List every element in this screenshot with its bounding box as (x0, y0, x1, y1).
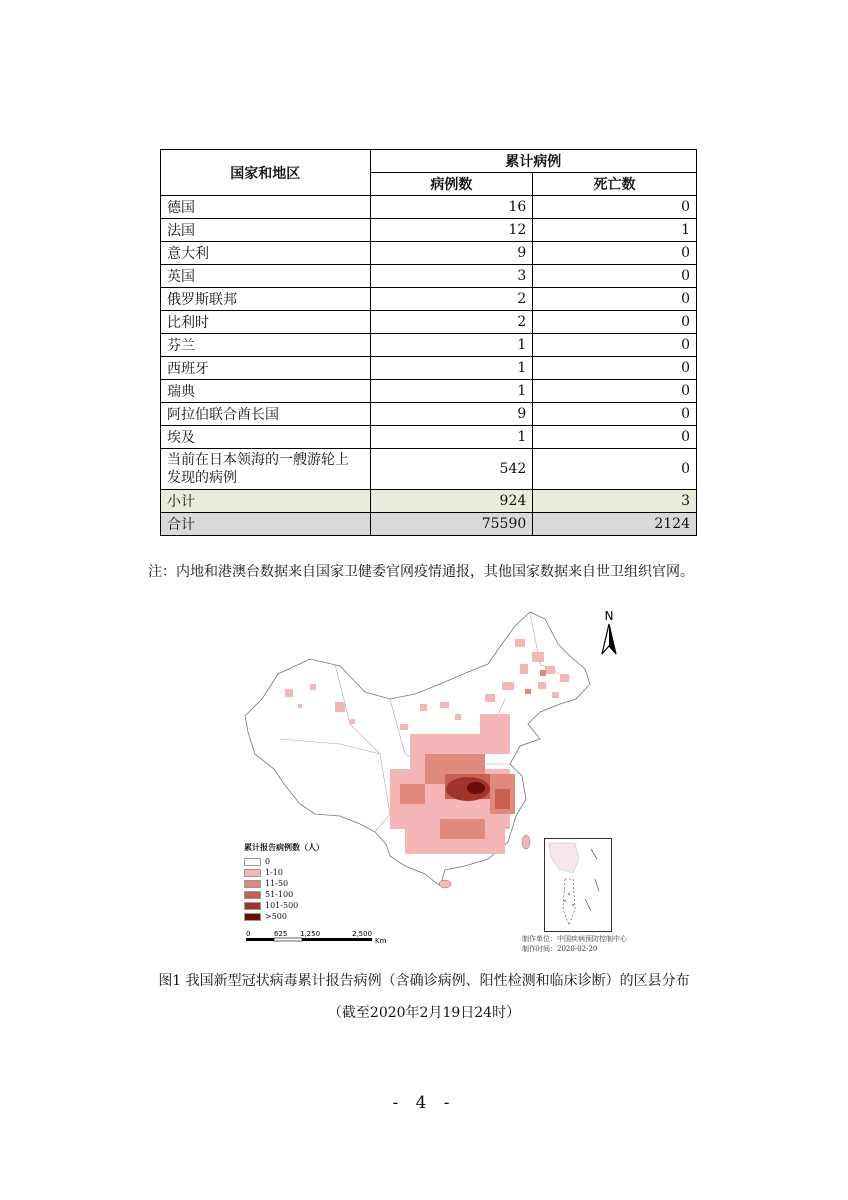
figure-caption-date: （截至2020年2月19日24时） (327, 1005, 521, 1021)
row-name: 俄罗斯联邦 (161, 288, 371, 311)
source-note: 注：内地和港澳台数据来自国家卫健委官网疫情通报，其他国家数据来自世卫组织官网。 (148, 564, 694, 580)
row-name: 埃及 (161, 426, 371, 449)
legend-swatch (244, 891, 261, 899)
row-deaths: 0 (533, 196, 697, 219)
total-deaths: 2124 (533, 513, 697, 536)
table-row (161, 196, 697, 219)
table-row (161, 219, 697, 242)
row-name-line1: 当前在日本领海的一艘游轮上 (167, 452, 349, 468)
row-name: 意大利 (161, 242, 371, 265)
row-deaths: 0 (533, 357, 697, 380)
north-label: N (604, 609, 614, 623)
scale-tick-0: 0 (246, 930, 251, 938)
row-deaths: 1 (533, 219, 697, 242)
row-name: 比利时 (161, 311, 371, 334)
row-deaths: 0 (533, 426, 697, 449)
legend-label: 1-10 (265, 868, 283, 877)
row-cases: 2 (370, 311, 533, 334)
row-cases: 1 (370, 357, 533, 380)
header-cases: 病例数 (370, 173, 533, 196)
subtotal-label: 小计 (161, 490, 371, 513)
row-name: 芬兰 (161, 334, 371, 357)
table-row (161, 288, 697, 311)
legend-swatch (244, 913, 261, 921)
table-row (161, 334, 697, 357)
hainan-island (439, 880, 451, 888)
scale-tick-625: 625 (274, 930, 288, 938)
legend-item (244, 878, 324, 889)
row-deaths: 0 (533, 288, 697, 311)
row-deaths: 0 (533, 403, 697, 426)
inset-map (544, 838, 612, 932)
map-legend (244, 842, 324, 922)
row-name: 阿拉伯联合酋长国 (161, 403, 371, 426)
cases-wuhan (467, 782, 485, 794)
credit-organization: 制作单位：中国疾病预防控制中心 (522, 935, 627, 943)
table-row (161, 426, 697, 449)
row-deaths: 0 (533, 380, 697, 403)
table-row (161, 265, 697, 288)
legend-item (244, 856, 324, 867)
row-cases: 1 (370, 426, 533, 449)
row-deaths: 0 (533, 265, 697, 288)
legend-swatch (244, 880, 261, 888)
row-name-line2: 发现的病例 (167, 470, 237, 486)
row-cases: 1 (370, 334, 533, 357)
row-cases: 1 (370, 380, 533, 403)
legend-label: 51-100 (265, 890, 294, 899)
row-name: 英国 (161, 265, 371, 288)
header-deaths: 死亡数 (533, 173, 697, 196)
row-cases: 3 (370, 265, 533, 288)
scale-tick-1250: 1,250 (300, 930, 321, 938)
legend-swatch (244, 858, 261, 866)
row-name: 法国 (161, 219, 371, 242)
credit-date: 制作时间：2020-02-20 (522, 945, 598, 953)
row-name: 瑞典 (161, 380, 371, 403)
table-row (161, 403, 697, 426)
case-table (160, 149, 697, 536)
legend-item (244, 867, 324, 878)
total-row (161, 513, 697, 536)
table-row (161, 242, 697, 265)
subtotal-cases: 924 (370, 490, 533, 513)
total-cases: 75590 (370, 513, 533, 536)
row-deaths: 0 (533, 242, 697, 265)
map-credit (522, 934, 627, 954)
legend-label: 101-500 (265, 901, 299, 910)
table-row (161, 311, 697, 334)
legend-item (244, 911, 324, 922)
table-row (161, 357, 697, 380)
legend-item (244, 889, 324, 900)
subtotal-row (161, 490, 697, 513)
legend-swatch (244, 902, 261, 910)
row-deaths: 0 (533, 311, 697, 334)
north-arrow-icon (596, 608, 622, 658)
scale-unit: Km (375, 937, 387, 945)
row-deaths: 0 (533, 334, 697, 357)
row-cases: 542 (370, 449, 533, 490)
legend-label: >500 (265, 912, 287, 921)
legend-label: 0 (265, 857, 271, 866)
row-cases: 9 (370, 242, 533, 265)
row-name (161, 449, 371, 490)
legend-item (244, 900, 324, 911)
subtotal-deaths: 3 (533, 490, 697, 513)
legend-swatch (244, 869, 261, 877)
row-cases: 2 (370, 288, 533, 311)
scale-bar (244, 929, 394, 949)
row-deaths: 0 (533, 449, 697, 490)
legend-label: 11-50 (265, 879, 289, 888)
header-region: 国家和地区 (161, 150, 371, 196)
row-cases: 16 (370, 196, 533, 219)
table-row (161, 449, 697, 490)
page-number: - 4 - (392, 1093, 456, 1113)
table-row (161, 380, 697, 403)
taiwan-island (522, 835, 530, 849)
row-name: 西班牙 (161, 357, 371, 380)
legend-title: 累计报告病例数（人） (244, 842, 324, 852)
row-name: 德国 (161, 196, 371, 219)
header-cumulative: 累计病例 (370, 150, 696, 173)
row-cases: 9 (370, 403, 533, 426)
total-label: 合计 (161, 513, 371, 536)
figure-caption: 图1 我国新型冠状病毒累计报告病例（含确诊病例、阳性检测和临床诊断）的区县分布 (158, 973, 690, 989)
row-cases: 12 (370, 219, 533, 242)
scale-tick-2500: 2,500 (352, 930, 373, 938)
